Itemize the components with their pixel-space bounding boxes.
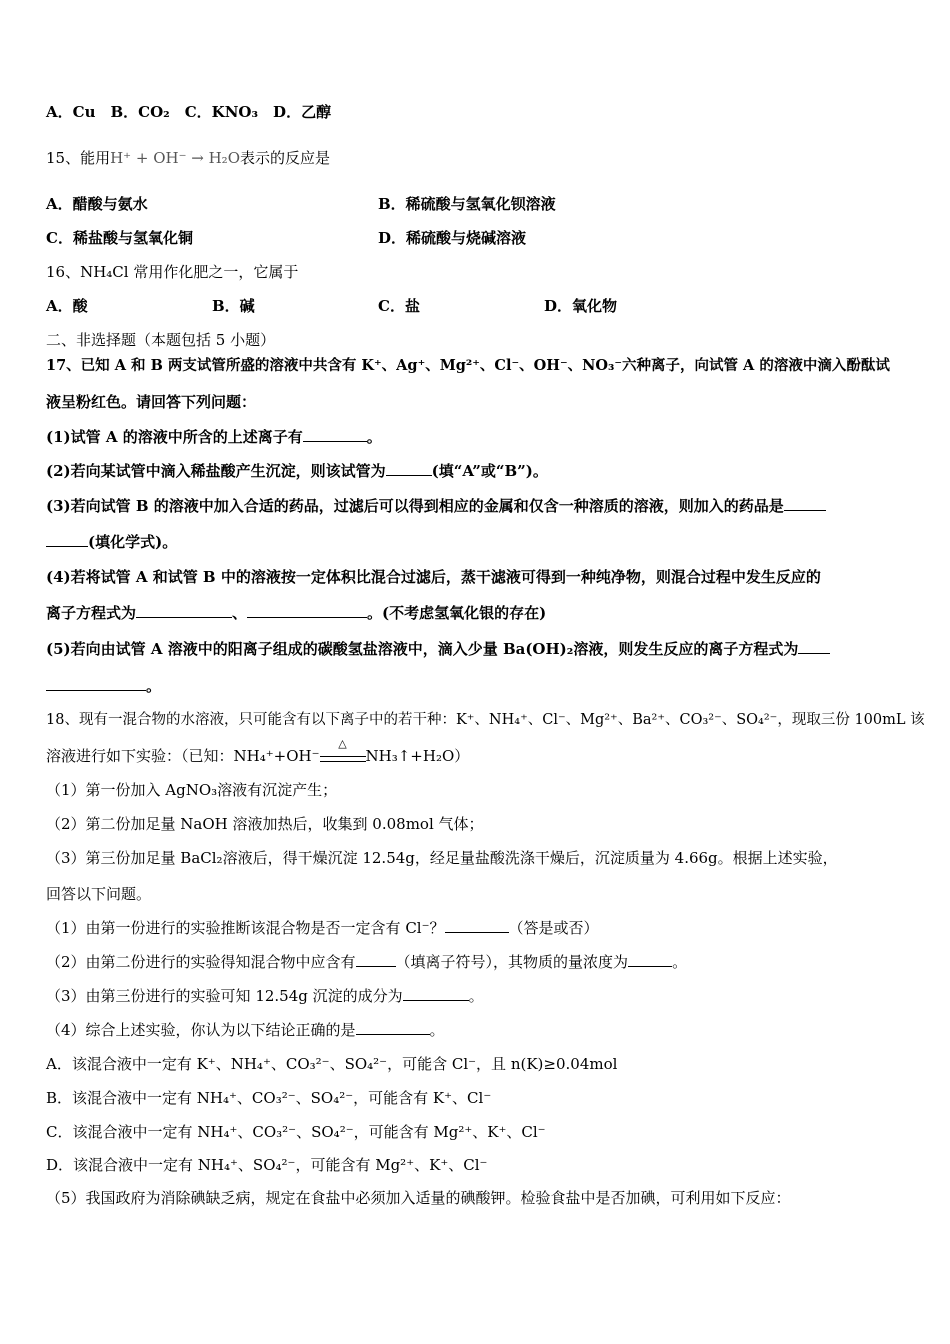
q18-sub4: [46, 1020, 445, 1040]
q17-part5-end: 。: [146, 677, 162, 695]
q17-part5-line2: [46, 676, 161, 696]
q16-option-c: C．盐: [378, 297, 420, 315]
answer-blank[interactable]: [798, 639, 830, 654]
q15-option-c: C．稀盐酸与氢氧化铜: [46, 229, 193, 247]
q18-sub1: [46, 918, 599, 938]
q18-exp2: （2）第二份加足量 NaOH 溶液加热后，收集到 0.08mol 气体；: [46, 815, 484, 833]
q18-option-a: A．该混合液中一定有 K⁺、NH₄⁺、CO₃²⁻、SO₄²⁻，可能含 Cl⁻，且 n(K)≥0.04mol: [46, 1055, 618, 1073]
q17-part1: [46, 427, 382, 447]
q17-part2: [46, 461, 548, 481]
q17-part4-end: 。(不考虑氢氧化银的存在): [367, 604, 547, 622]
q16-option-b: B．碱: [212, 297, 255, 315]
q18-stem-line2: [46, 737, 470, 766]
q17-part5-line1: [46, 639, 830, 659]
q18-sub1-end: （答是或否）: [508, 919, 599, 937]
heat-arrow-icon: [320, 737, 366, 766]
heat-symbol: △: [338, 737, 347, 750]
q17-part2-end: (填“A”或“B”)。: [431, 462, 548, 480]
q17-part4-line1: (4)若将试管 A 和试管 B 中的溶液按一定体积比混合过滤后，蒸干滤液可得到一种纯净物，则混合过程中发生反应的: [46, 568, 821, 586]
q17-part3-line2: [46, 532, 177, 552]
q15-option-d: D．稀硫酸与烧碱溶液: [378, 229, 527, 247]
q15-equation: H⁺ + OH⁻ → H₂O: [110, 149, 240, 167]
answer-blank[interactable]: [356, 952, 396, 967]
q18-sub2: [46, 952, 687, 972]
answer-blank[interactable]: [356, 1020, 430, 1035]
answer-blank[interactable]: [386, 461, 432, 476]
q18-sub2-text: （2）由第二份进行的实验得知混合物中应含有: [46, 953, 356, 971]
q18-sub3: [46, 986, 484, 1006]
q15-option-a: A．醋酸与氨水: [46, 195, 148, 213]
q15-suffix: 表示的反应是: [240, 149, 331, 167]
q18-sub5: （5）我国政府为消除碘缺乏病，规定在食盐中必须加入适量的碘酸钾。检验食盐中是否加碘，可利用如下反应：: [46, 1189, 791, 1207]
q17-part1-text: (1)试管 A 的溶液中所含的上述离子有: [46, 428, 303, 446]
q17-part3-end: (填化学式)。: [88, 533, 178, 551]
q18-stem-line1: 18、现有一混合物的水溶液，只可能含有以下离子中的若干种：K⁺、NH₄⁺、Cl⁻、Mg²⁺、Ba²⁺、CO₃²⁻、SO₄²⁻，现取三份 100mL 该: [46, 712, 925, 728]
answer-blank[interactable]: [46, 532, 88, 547]
q18-option-d: D．该混合液中一定有 NH₄⁺、SO₄²⁻，可能含有 Mg²⁺、K⁺、Cl⁻: [46, 1156, 488, 1174]
answer-blank[interactable]: [403, 986, 469, 1001]
q18-exp3-line1: （3）第三份加足量 BaCl₂溶液后，得干燥沉淀 12.54g，经足量盐酸洗涤干燥后，沉淀质量为 4.66g。根据上述实验，: [46, 849, 838, 867]
q17-part1-end: 。: [366, 428, 382, 446]
q18-option-b: B．该混合液中一定有 NH₄⁺、CO₃²⁻、SO₄²⁻，可能含有 K⁺、Cl⁻: [46, 1089, 492, 1107]
q17-part4-sep: 、: [232, 604, 248, 622]
q15-number: 15、能用: [46, 149, 111, 167]
q14-options: A．Cu B．CO₂ C．KNO₃ D．乙醇: [46, 103, 332, 121]
q18-sub1-text: （1）由第一份进行的实验推断该混合物是否一定含有 Cl⁻？: [46, 919, 445, 937]
q17-part3-text: (3)若向试管 B 的溶液中加入合适的药品，过滤后可以得到相应的金属和仅含一种溶质的溶液，则加入的药品是: [46, 497, 784, 515]
q18-sub3-text: （3）由第三份进行的实验可知 12.54g 沉淀的成分为: [46, 987, 403, 1005]
q18-sub4-end: 。: [429, 1021, 445, 1039]
q17-part5-text: (5)若向由试管 A 溶液中的阳离子组成的碳酸氢盐溶液中，滴入少量 Ba(OH)₂溶液，则发生反应的离子方程式为: [46, 640, 799, 658]
answer-blank[interactable]: [303, 427, 367, 442]
answer-blank[interactable]: [247, 603, 367, 618]
answer-blank[interactable]: [445, 918, 509, 933]
answer-blank[interactable]: [628, 952, 672, 967]
q18-stem-known-left: 溶液进行如下实验：（已知：NH₄⁺+OH⁻: [46, 747, 320, 765]
q17-part4-label: 离子方程式为: [46, 604, 137, 622]
q18-sub3-end: 。: [468, 987, 484, 1005]
q17-part2-text: (2)若向某试管中滴入稀盐酸产生沉淀，则该试管为: [46, 462, 386, 480]
q18-option-c: C．该混合液中一定有 NH₄⁺、CO₃²⁻、SO₄²⁻，可能含有 Mg²⁺、K⁺、Cl⁻: [46, 1123, 546, 1141]
q17-stem-line1: 17、已知 A 和 B 两支试管所盛的溶液中共含有 K⁺、Ag⁺、Mg²⁺、Cl⁻、OH⁻、NO₃⁻六种离子，向试管 A 的溶液中滴入酚酞试: [46, 357, 890, 374]
q16-stem: 16、NH₄Cl 常用作化肥之一，它属于: [46, 263, 299, 281]
q16-option-d: D．氧化物: [544, 297, 618, 315]
q15-stem: [46, 148, 330, 168]
q18-stem-known-right: NH₃↑+H₂O）: [365, 747, 470, 765]
q18-sub2-mid: （填离子符号），其物质的量浓度为: [395, 953, 629, 971]
q18-exp3-line2: 回答以下问题。: [46, 885, 152, 903]
q17-stem-line2: 液呈粉红色。请回答下列问题：: [46, 393, 257, 411]
q17-part4-line2: [46, 603, 546, 623]
answer-blank[interactable]: [46, 676, 146, 691]
q16-option-a: A．酸: [46, 297, 88, 315]
answer-blank[interactable]: [784, 496, 826, 511]
q18-sub2-end: 。: [672, 953, 688, 971]
q18-sub4-text: （4）综合上述实验，你认为以下结论正确的是: [46, 1021, 356, 1039]
q17-part3-line1: [46, 496, 826, 516]
q18-exp1: （1）第一份加入 AgNO₃溶液有沉淀产生；: [46, 781, 338, 799]
answer-blank[interactable]: [136, 603, 232, 618]
q15-option-b: B．稀硫酸与氢氧化钡溶液: [378, 195, 556, 213]
section-heading: 二、非选择题（本题包括 5 小题）: [46, 331, 276, 349]
